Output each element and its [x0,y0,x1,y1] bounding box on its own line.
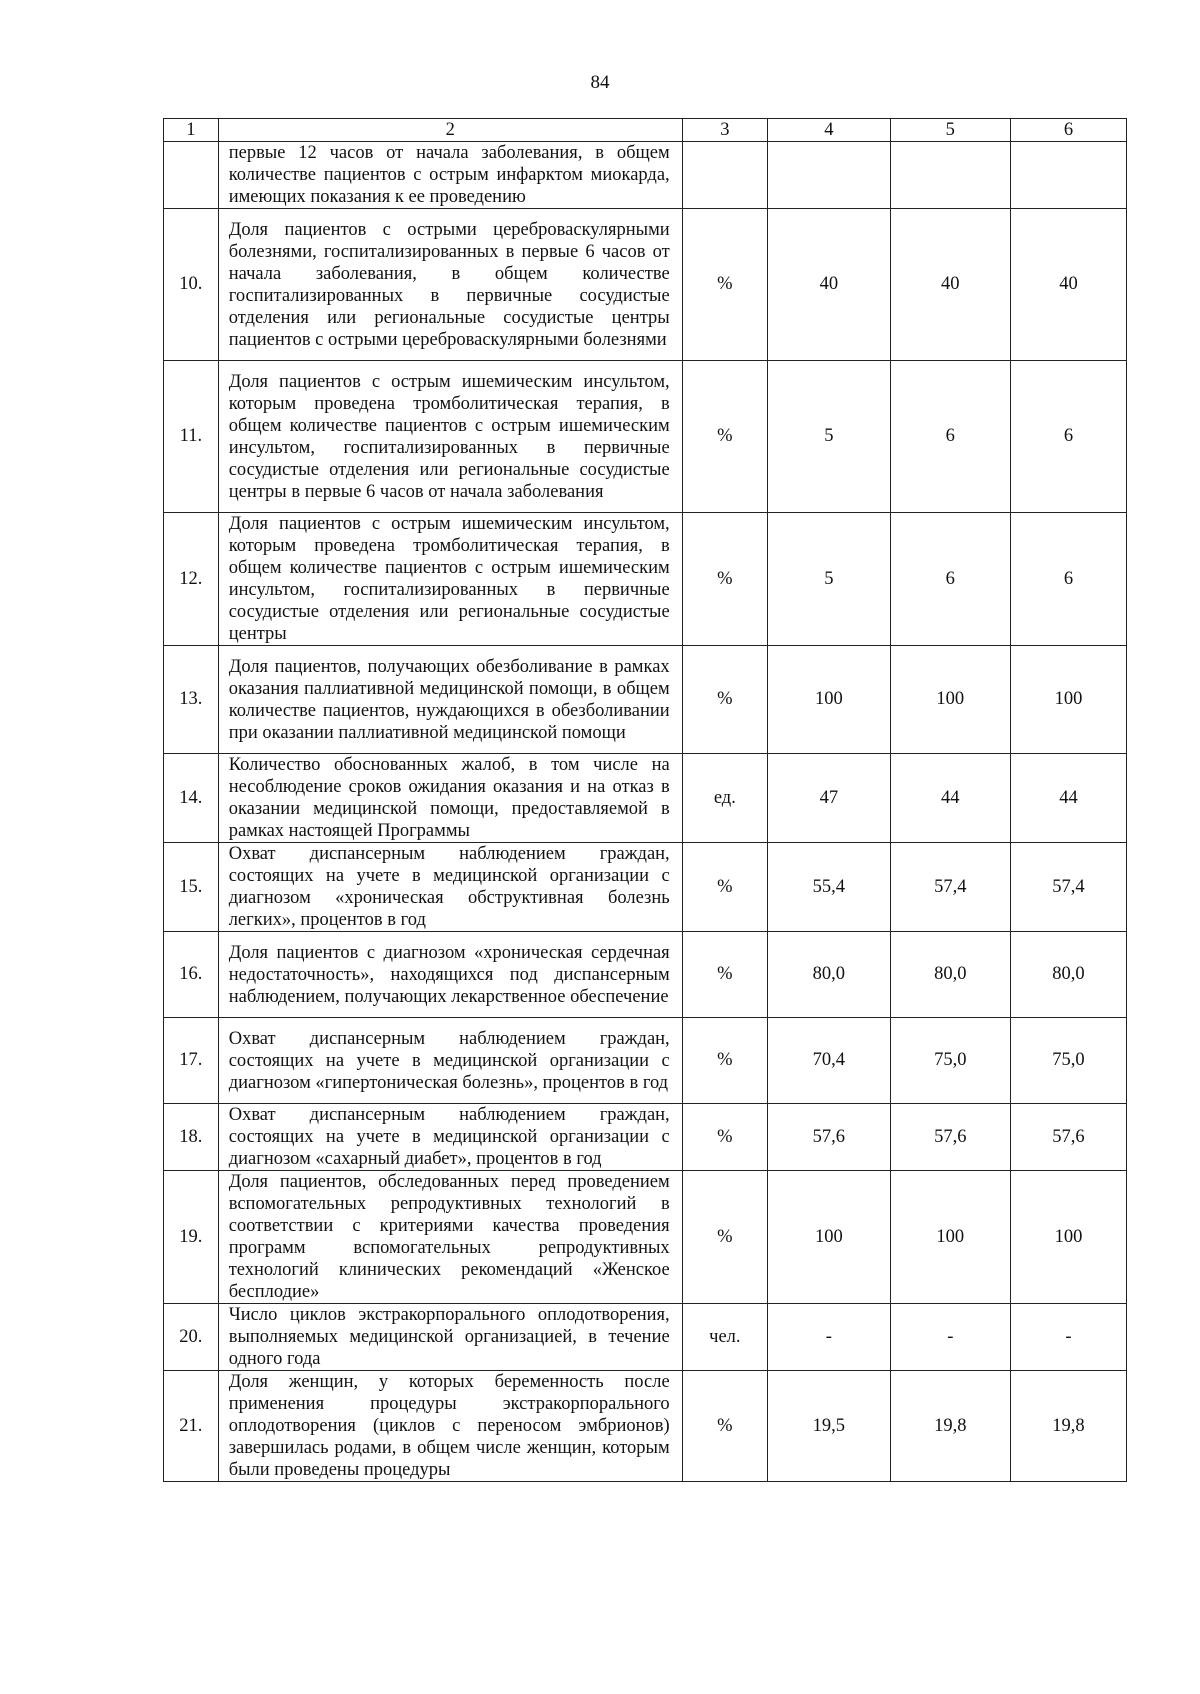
value-cell: 75,0 [1010,1018,1126,1104]
unit-cell: чел. [682,1304,767,1371]
value-cell: 75,0 [890,1018,1010,1104]
table-row [164,513,1127,646]
row-number: 14. [164,754,219,843]
row-number: 11. [164,361,219,513]
column-header: 1 [164,119,219,142]
unit-cell: % [682,1171,767,1304]
value-cell: 100 [768,646,891,754]
unit-cell: % [682,1018,767,1104]
value-cell: 47 [768,754,891,843]
value-cell: 100 [890,646,1010,754]
indicator-description: Доля пациентов, получающих обезболивание в рамках оказания паллиативной медицинской помощи, в общем количестве пациентов, нуждающихся в обезболивании при оказании паллиативной медицинской помощи [218,646,682,754]
value-cell: 57,6 [890,1104,1010,1171]
value-cell: 57,4 [1010,843,1126,932]
row-number: 13. [164,646,219,754]
unit-cell: % [682,513,767,646]
value-cell: 55,4 [768,843,891,932]
unit-cell: % [682,1371,767,1482]
value-cell: 40 [1010,209,1126,361]
indicator-description: Охват диспансерным наблюдением граждан, состоящих на учете в медицинской организации с диагнозом «гипертоническая болезнь», процентов в год [218,1018,682,1104]
indicator-description: Доля пациентов с диагнозом «хроническая сердечная недостаточность», находящихся под диспансерным наблюдением, получающих лекарственное обеспечение [218,932,682,1018]
column-header: 6 [1010,119,1126,142]
unit-cell: % [682,646,767,754]
unit-cell: % [682,1104,767,1171]
page-number: 84 [590,72,610,93]
value-cell: 44 [1010,754,1126,843]
table-row [164,361,1127,513]
value-cell: 19,8 [890,1371,1010,1482]
table-row [164,209,1127,361]
value-cell: 40 [768,209,891,361]
table-row [164,1304,1127,1371]
indicator-description: Доля пациентов, обследованных перед проведением вспомогательных репродуктивных технологий в соответствии с критериями качества проведения программ вспомогательных репродуктивных технологий клинических рекомендаций «Женское бесплодие» [218,1171,682,1304]
table-row [164,1018,1127,1104]
value-cell: 80,0 [768,932,891,1018]
row-number: 18. [164,1104,219,1171]
value-cell: 80,0 [1010,932,1126,1018]
value-cell [1010,142,1126,209]
row-number: 10. [164,209,219,361]
value-cell: 6 [890,361,1010,513]
value-cell: 5 [768,513,891,646]
unit-cell: % [682,361,767,513]
row-number: 19. [164,1171,219,1304]
row-number: 16. [164,932,219,1018]
value-cell: 70,4 [768,1018,891,1104]
value-cell: - [1010,1304,1126,1371]
column-header: 2 [218,119,682,142]
row-number: 17. [164,1018,219,1104]
value-cell: 57,4 [890,843,1010,932]
table-row [164,1104,1127,1171]
unit-cell: ед. [682,754,767,843]
value-cell: - [890,1304,1010,1371]
table-row [164,843,1127,932]
indicator-description: Доля пациентов с острыми цереброваскулярными болезнями, госпитализированных в первые 6 часов от начала заболевания, в общем количестве госпитализированных в первичные сосудистые отделения или региональные сосудистые центры пациентов с острыми цереброваскулярными болезнями [218,209,682,361]
header-row [164,119,1127,142]
value-cell [890,142,1010,209]
unit-cell: % [682,209,767,361]
indicator-description: Доля пациентов с острым ишемическим инсультом, которым проведена тромболитическая терапия, в общем количестве пациентов с острым ишемическим инсультом, госпитализированных в первичные сосудистые отделения или региональные сосудистые центры в первые 6 часов от начала заболевания [218,361,682,513]
value-cell: 40 [890,209,1010,361]
value-cell: - [768,1304,891,1371]
indicator-description: Количество обоснованных жалоб, в том числе на несоблюдение сроков ожидания оказания и на отказ в оказании медицинской помощи, предоставляемой в рамках настоящей Программы [218,754,682,843]
value-cell: 6 [1010,361,1126,513]
table-row [164,1371,1127,1482]
indicator-description: Охват диспансерным наблюдением граждан, состоящих на учете в медицинской организации с диагнозом «сахарный диабет», процентов в год [218,1104,682,1171]
row-number [164,142,219,209]
row-number: 20. [164,1304,219,1371]
value-cell: 100 [1010,1171,1126,1304]
value-cell: 57,6 [768,1104,891,1171]
indicator-description: Доля пациентов с острым ишемическим инсультом, которым проведена тромболитическая терапия, в общем количестве пациентов с острым ишемическим инсультом, госпитализированных в первичные сосудистые отделения или региональные сосудистые центры [218,513,682,646]
value-cell: 5 [768,361,891,513]
unit-cell: % [682,932,767,1018]
value-cell [768,142,891,209]
value-cell: 6 [1010,513,1126,646]
indicator-description: первые 12 часов от начала заболевания, в общем количестве пациентов с острым инфарктом миокарда, имеющих показания к ее проведению [218,142,682,209]
table-row [164,754,1127,843]
indicator-description: Число циклов экстракорпорального оплодотворения, выполняемых медицинской организацией, в течение одного года [218,1304,682,1371]
unit-cell: % [682,843,767,932]
value-cell: 6 [890,513,1010,646]
value-cell: 19,5 [768,1371,891,1482]
column-header: 5 [890,119,1010,142]
indicator-description: Доля женщин, у которых беременность после применения процедуры экстракорпорального оплодотворения (циклов с переносом эмбрионов) завершилась родами, в общем числе женщин, которым были проведены процедуры [218,1371,682,1482]
value-cell: 44 [890,754,1010,843]
column-header: 3 [682,119,767,142]
indicators-table [163,118,1127,1482]
unit-cell [682,142,767,209]
table-row [164,142,1127,209]
table-row [164,1171,1127,1304]
table-row [164,932,1127,1018]
value-cell: 100 [768,1171,891,1304]
value-cell: 57,6 [1010,1104,1126,1171]
row-number: 21. [164,1371,219,1482]
value-cell: 80,0 [890,932,1010,1018]
table-row [164,646,1127,754]
value-cell: 19,8 [1010,1371,1126,1482]
row-number: 15. [164,843,219,932]
value-cell: 100 [1010,646,1126,754]
indicator-description: Охват диспансерным наблюдением граждан, состоящих на учете в медицинской организации с диагнозом «хроническая обструктивная болезнь легких», процентов в год [218,843,682,932]
column-header: 4 [768,119,891,142]
value-cell: 100 [890,1171,1010,1304]
row-number: 12. [164,513,219,646]
